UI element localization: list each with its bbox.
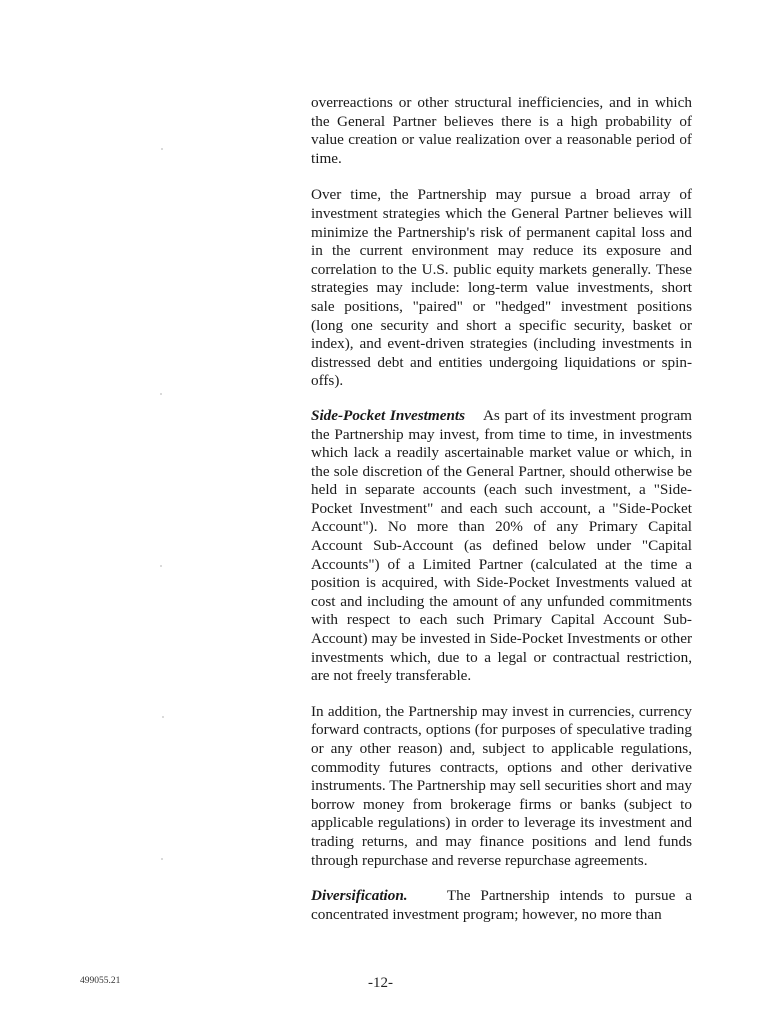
scan-speck xyxy=(162,716,164,718)
diversification-body: The Partnership intends to pursue a concentrated investment program; however, no more than xyxy=(311,887,692,923)
scan-speck xyxy=(160,393,162,395)
section-heading-side-pocket: Side-Pocket Investments xyxy=(311,406,466,424)
paragraph-investment-strategies: Over time, the Partnership may pursue a broad array of investment strategies which the General Partner believes will minimize the Partnership's risk of permanent capital loss and in the current environment may reduce its exposure and correlation to the U.S. public equity markets generally. These strategies may include: long-term value investments, short sale positions, "paired" or "hedged" investment positions (long one security and short a specific security, basket or index), and event-driven strategies (including investments in distressed debt and entities undergoing liquidations or spin-offs). xyxy=(311,186,692,390)
scan-speck xyxy=(161,858,163,860)
scan-speck xyxy=(160,565,162,567)
document-id: 499055.21 xyxy=(80,976,121,986)
body-column xyxy=(311,94,692,939)
side-pocket-body: As part of its investment program the Partnership may invest, from time to time, in investments which lack a readily ascertainable market value or which, in the sole discretion of the General Partner, should otherwise be held in separate accounts (each such investment, a "Side-Pocket Investment" and each such account, a "Side-Pocket Account"). No more than 20% of any Primary Capital Account Sub-Account (as defined below under "Capital Accounts") of a Limited Partner (calculated at the time a position is acquired, with Side-Pocket Investments valued at cost and including the amount of any unfunded commitments with respect to each such Primary Capital Account Sub-Account) may be invested in Side-Pocket Investments or other investments which, due to a legal or contractual restriction, are not freely transferable. xyxy=(311,406,692,685)
paragraph-side-pocket xyxy=(311,407,692,686)
section-heading-diversification: Diversification. xyxy=(311,887,408,905)
paragraph-other-instruments: In addition, the Partnership may invest in currencies, currency forward contracts, options (for purposes of speculative trading or any other reason) and, subject to applicable regulations, commodity futures contracts, options and other derivative instruments. The Partnership may sell securities short and may borrow money from brokerage firms or banks (subject to applicable regulations) in order to leverage its investment and trading returns, and may finance positions and lend funds through repurchase and reverse repurchase agreements. xyxy=(311,702,692,869)
scan-speck xyxy=(161,148,163,150)
paragraph-diversification xyxy=(311,887,692,924)
page-number: -12- xyxy=(368,975,393,991)
paragraph-strategy-continuation: overreactions or other structural inefficiencies, and in which the General Partner believes there is a high probability of value creation or value realization over a reasonable period of time. xyxy=(311,94,692,167)
